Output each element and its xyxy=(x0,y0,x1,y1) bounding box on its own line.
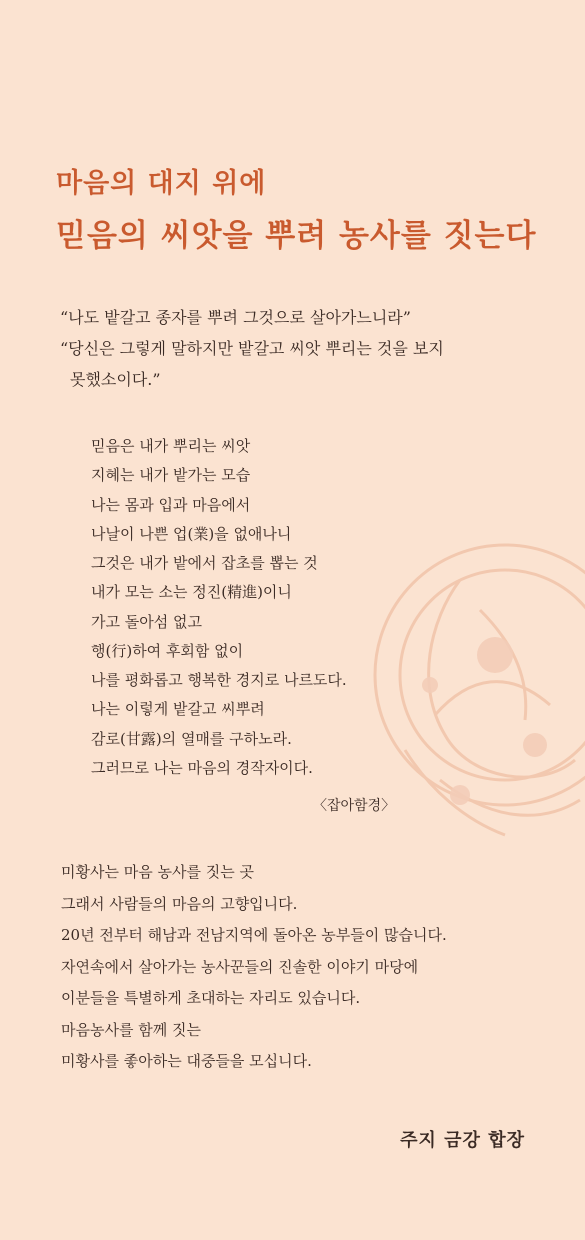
poem-line: 그것은 내가 밭에서 잡초를 뽑는 것 xyxy=(91,554,318,572)
poem-line: 가고 돌아섬 없고 xyxy=(91,612,202,631)
poem-source: 〈잡아함경〉 xyxy=(313,798,396,814)
poem-line: 나는 이렇게 밭갈고 씨뿌려 xyxy=(91,700,265,719)
poem-line: 나를 평화롭고 행복한 경지로 나르도다. xyxy=(91,671,347,689)
quote-block xyxy=(60,302,530,396)
intro-block xyxy=(61,857,541,1078)
quote-line: “당신은 그렇게 말하지만 밭갈고 씨앗 뿌리는 것을 보지 xyxy=(60,339,444,359)
main-title xyxy=(56,168,536,256)
poem-line: 그러므로 나는 마음의 경작자이다. xyxy=(91,758,313,777)
intro-line: 자연속에서 살아가는 농사꾼들의 진솔한 이야기 마당에 xyxy=(61,957,419,976)
signature: 주지 금강 합장 xyxy=(400,1130,525,1151)
poem-line: 나는 몸과 입과 마음에서 xyxy=(91,495,251,514)
poem-line: 내가 모는 소는 정진(精進)이니 xyxy=(91,583,292,602)
poem-line: 행(行)하여 후회함 없이 xyxy=(91,641,244,660)
poem-line: 나날이 나쁜 업(業)을 없애나니 xyxy=(91,524,292,543)
poem-line: 감로(甘露)의 열매를 구하노라. xyxy=(91,729,292,748)
title-line-1: 마음의 대지 위에 xyxy=(56,168,267,199)
poem-line: 지혜는 내가 밭가는 모습 xyxy=(91,466,251,485)
intro-line: 미황사는 마음 농사를 짓는 곳 xyxy=(61,863,254,881)
poem-line: 믿음은 내가 뿌리는 씨앗 xyxy=(91,437,251,455)
intro-line: 미황사를 좋아하는 대중들을 모십니다. xyxy=(61,1052,312,1070)
title-line-2: 믿음의 씨앗을 뿌려 농사를 짓는다 xyxy=(56,218,537,255)
intro-line: 마음농사를 함께 짓는 xyxy=(61,1020,201,1039)
intro-line: 20년 전부터 해남과 전남지역에 돌아온 농부들이 많습니다. xyxy=(61,926,447,944)
quote-line: “나도 밭갈고 종자를 뿌려 그것으로 살아가느니라” xyxy=(60,308,411,327)
intro-line: 이분들을 특별하게 초대하는 자리도 있습니다. xyxy=(61,989,361,1007)
poem-block xyxy=(91,432,521,783)
intro-line: 그래서 사람들의 마음의 고향입니다. xyxy=(61,894,298,913)
quote-line: 못했소이다.” xyxy=(70,370,161,390)
